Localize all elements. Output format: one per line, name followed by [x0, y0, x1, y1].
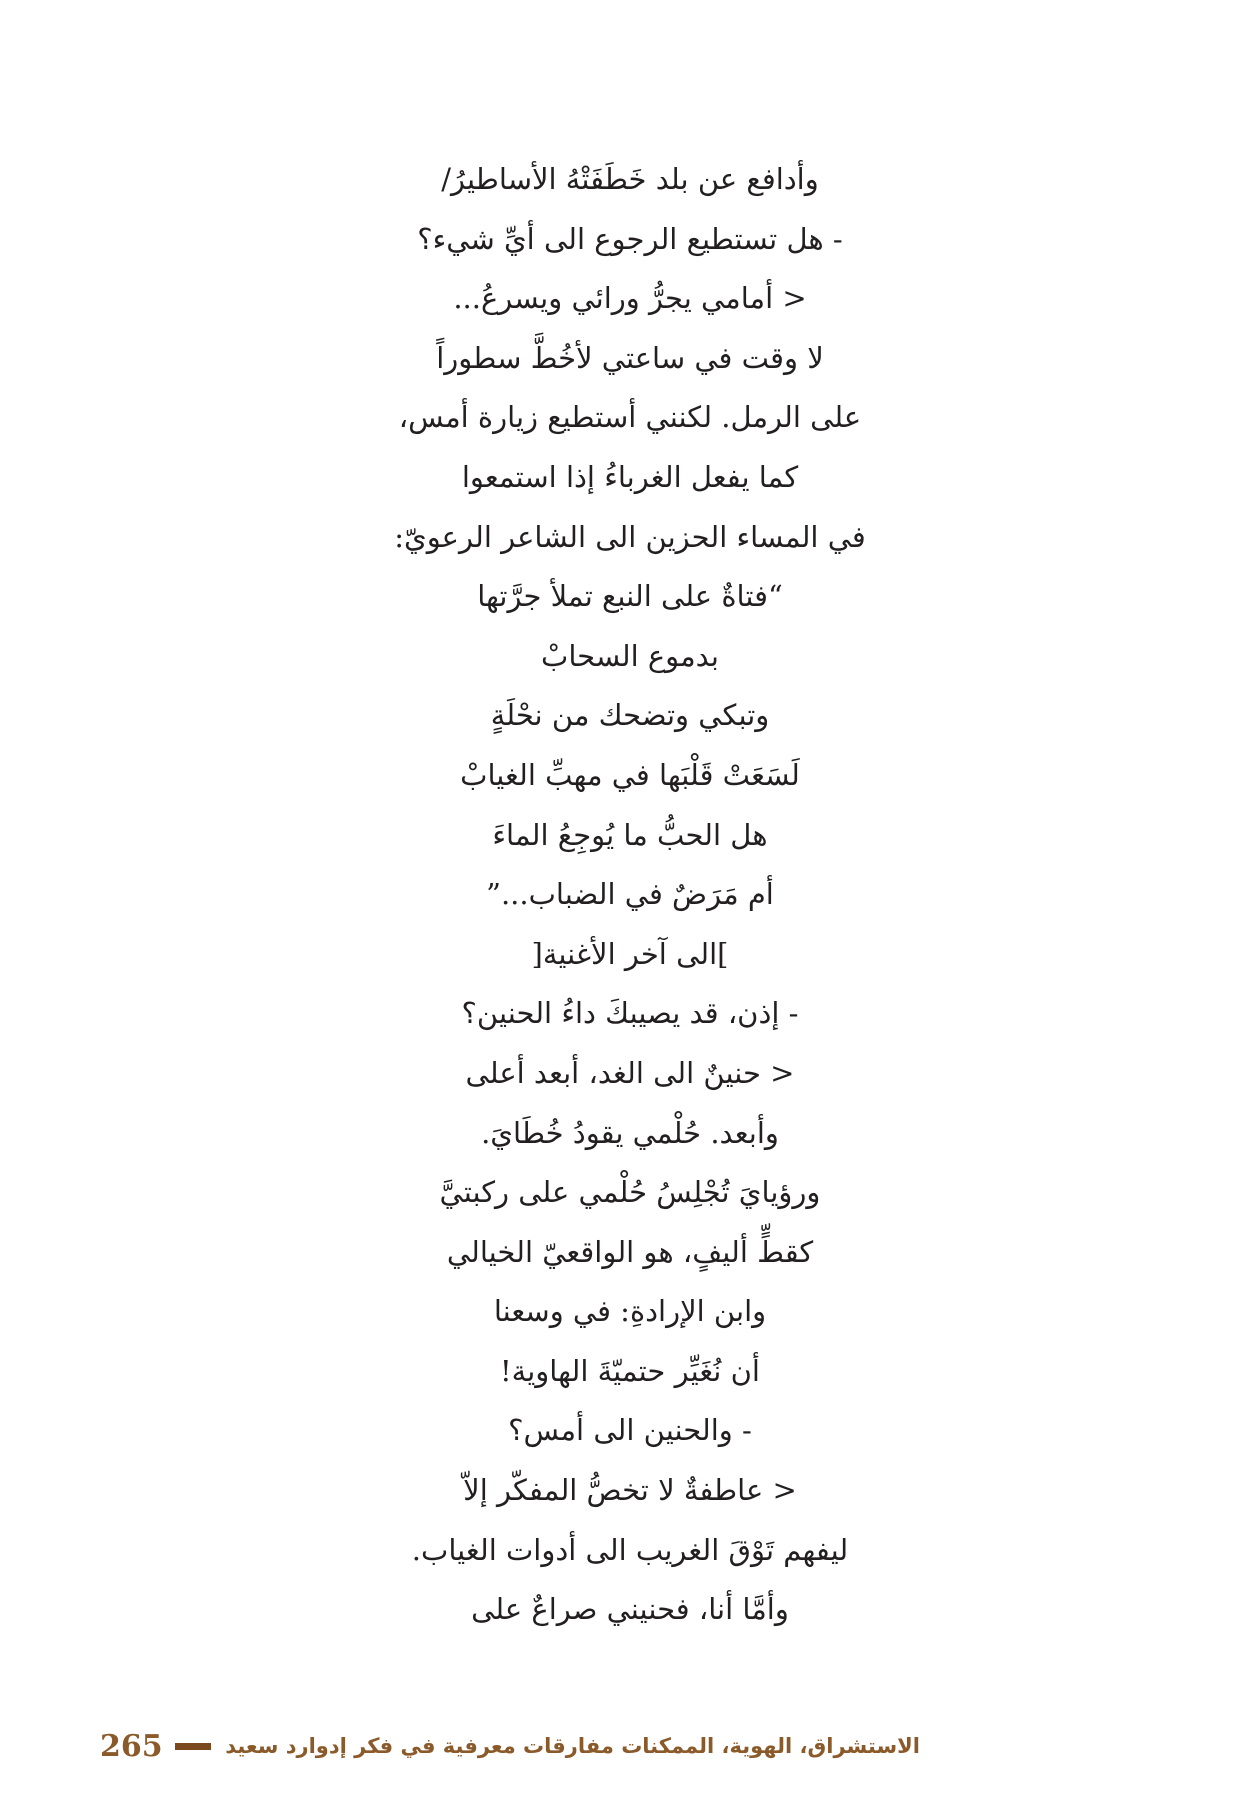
poem-line: - والحنين الى أمس؟ [508, 1413, 752, 1448]
poem-line: هل الحبُّ ما يُوجِعُ الماءَ [492, 817, 768, 852]
footer-divider [175, 1743, 212, 1750]
poem-line: - إذن، قد يصيبكَ داءُ الحنين؟ [461, 996, 799, 1031]
poem-line: وأدافع عن بلد خَطَفَتْهُ الأساطيرُ/ [441, 162, 819, 196]
poem-line: وتبكي وتضحك من نحْلَةٍ [490, 698, 770, 733]
poem-text [330, 150, 930, 1640]
poem-line: “فتاةٌ على النبع تملأ جرَّتها [477, 579, 783, 614]
poem-line: ورؤيايَ تُجْلِسُ حُلْمي على ركبتيَّ [439, 1175, 821, 1210]
poem-line: في المساء الحزين الى الشاعر الرعويّ: [394, 519, 866, 554]
poem-line: أن نُغَيِّر حتميّةَ الهاوية! [500, 1353, 760, 1388]
poem-line: بدموع السحابْ [541, 638, 719, 673]
poem-line: كقطٍّ أليفٍ، هو الواقعيّ الخيالي [446, 1234, 814, 1269]
poem-line: وأبعد. حُلْمي يقودُ خُطَايَ. [481, 1115, 779, 1150]
poem-line: < عاطفةٌ لا تخصُّ المفكّر إلاّ [463, 1473, 797, 1508]
poem-line: - هل تستطيع الرجوع الى أيِّ شيء؟ [417, 221, 843, 256]
page-number: 265 [100, 1728, 163, 1764]
page-footer [100, 1716, 920, 1776]
running-title: الاستشراق، الهوية، الممكنات مفارقات معرفية في فكر إدوارد سعيد [225, 1734, 920, 1758]
poem-line: كما يفعل الغرباءُ إذا استمعوا [461, 459, 799, 494]
poem-line: < أمامي يجرُّ ورائي ويسرعُ... [453, 281, 807, 316]
poem-line: < حنينٌ الى الغد، أبعد أعلى [465, 1055, 795, 1090]
poem-line: على الرمل. لكنني أستطيع زيارة أمس، [398, 400, 862, 435]
poem-line: لا وقت في ساعتي لأخُطَّ سطوراً [436, 340, 824, 375]
poem-line: لَسَعَتْ قَلْبَها في مهبِّ الغيابْ [460, 757, 800, 792]
poem-line: ليفهم تَوْقَ الغريب الى أدوات الغياب. [411, 1532, 849, 1567]
poem-line: ]الى آخر الأغنية[ [531, 936, 729, 971]
poem-line: أم مَرَضٌ في الضباب...” [486, 877, 774, 912]
poem-line: وابن الإرادةِ: في وسعنا [493, 1294, 767, 1329]
poem-line: وأمَّا أنا، فحنيني صراعٌ على [471, 1592, 789, 1627]
